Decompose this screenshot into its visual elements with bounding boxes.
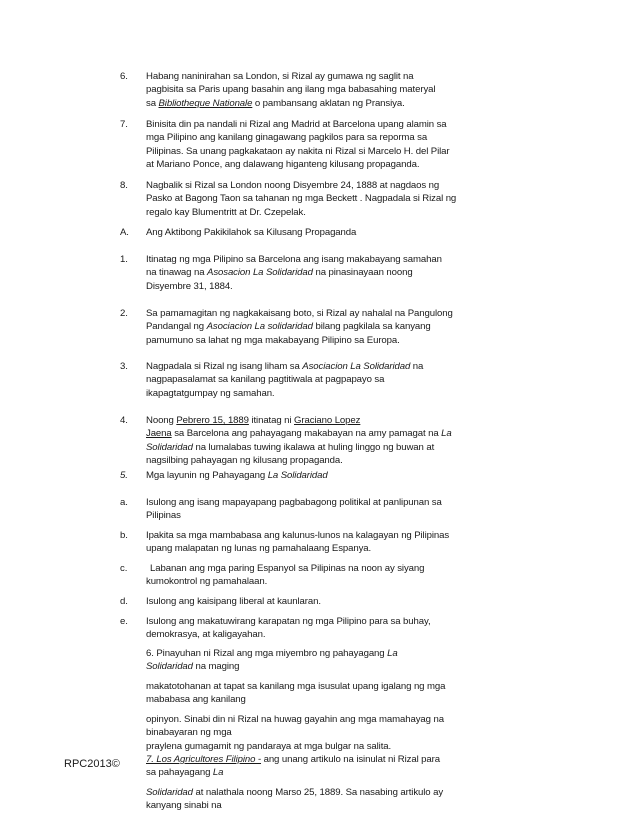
italic-title: Asosacion La Solidaridad xyxy=(207,267,313,279)
italic-title: Solidaridad xyxy=(146,441,193,453)
para-line: praylena gumagamit ng pandaraya at mga bulgar na salita. xyxy=(146,741,392,752)
italic-title: La xyxy=(212,767,224,779)
item-text-line: kumokontrol ng pamahalaan. xyxy=(146,576,268,588)
text-span: ang unang artikulo na isinulat ni Rizal para xyxy=(261,754,440,765)
item-marker: 2. xyxy=(120,308,128,319)
item-text-line: at Mariano Ponce, ang dalawang higanteng kilusang propaganda. xyxy=(146,159,420,171)
section-heading: Ang Aktibong Pakikilahok sa Kilusang Propaganda xyxy=(146,227,357,238)
bibliotheque-link[interactable]: Bibliotheque Nationale xyxy=(158,97,253,109)
item-text-line: ikapagtatgumpay ng samahan. xyxy=(146,387,275,399)
italic-title: Asociacion La Solidaridad xyxy=(302,361,411,372)
item-marker: 6. xyxy=(120,71,128,82)
item-text-line: nagsilbing pahayagan ng kilusang propaganda. xyxy=(146,455,343,467)
item-text-line: Itinatag ng mga Pilipino sa Barcelona ang isang makabayang samahan xyxy=(146,254,442,265)
text-span: sa Barcelona ang pahayagang makabayan na amy pamagat na xyxy=(171,428,442,440)
item-text-line: Pilipinas xyxy=(146,510,181,522)
item-text-line: mga Pilipino ang kanilang ginagawang pagkilos para sa reporma sa xyxy=(146,132,428,144)
list-item-4 xyxy=(120,414,520,468)
text-span: na maging xyxy=(192,661,240,673)
text-span: na xyxy=(410,361,424,372)
item-text-line: Binisita din pa nandali ni Rizal ang Madrid at Barcelona upang alamin sa xyxy=(146,119,447,130)
list-item-a-heading xyxy=(120,226,520,239)
item-text-line: Habang naninirahan sa London, si Rizal ay gumawa ng saglit na xyxy=(146,71,414,82)
item-marker: 3. xyxy=(120,361,128,372)
paragraph-solidaridad xyxy=(146,786,520,813)
text-span: sa xyxy=(146,97,159,109)
italic-title: Solidaridad xyxy=(146,787,193,798)
item-text-line: regalo kay Blumentritt at Dr. Czepelak. xyxy=(146,206,306,218)
item-marker: b. xyxy=(120,530,128,541)
item-text-line: Pilipinas. Sa unang pagkakataon ay nakita ni Rizal si Marcelo H. del Pilar xyxy=(146,145,450,157)
item-text-line: pamumuno sa lahat ng mga makabayang Pilipino sa Europa. xyxy=(146,334,400,346)
para-line: kanyang sinabi na xyxy=(146,800,222,812)
text-span: at nalathala noong Marso 25, 1889. Sa nasabing artikulo ay xyxy=(192,787,444,798)
para-line xyxy=(146,753,520,766)
paragraph-prayle xyxy=(146,740,520,753)
item-text-line xyxy=(146,414,520,427)
para-line: binabayaran ng mga xyxy=(146,727,232,739)
text-span: na pinasinayaan noong xyxy=(312,267,413,279)
text-span: Mga layunin ng Pahayagang xyxy=(146,470,268,481)
item-marker: 8. xyxy=(120,180,128,191)
item-marker: 4. xyxy=(120,415,128,426)
item-text-line: pagbisita sa Paris upang basahin ang ilang mga babasahing materyal xyxy=(146,84,436,96)
text-span: bilang pagkilala sa kanyang xyxy=(312,321,431,333)
item-marker: d. xyxy=(120,596,128,607)
item-text-line: Isulong ang makatuwirang karapatan ng mga Pilipino para sa buhay, xyxy=(146,616,431,627)
paragraph-opinyon xyxy=(146,713,520,740)
list-item-a xyxy=(120,496,520,523)
text-span: sa pahayagang xyxy=(146,767,213,779)
text-span: na tinawag na xyxy=(146,267,208,279)
para-line: makatotohanan at tapat sa kanilang mga isusulat upang igalang ng mga xyxy=(146,681,446,692)
item-text-line xyxy=(146,266,520,279)
item-text-line: nagpapasalamat sa kanilang pagtitiwala at pagpapayo sa xyxy=(146,374,385,386)
para-line xyxy=(146,766,520,779)
list-item-c xyxy=(120,562,520,589)
jaena-link[interactable]: Jaena xyxy=(146,428,172,440)
list-item-8 xyxy=(120,179,520,219)
item-text-line xyxy=(146,441,520,454)
list-item-6 xyxy=(120,70,520,110)
italic-title: Solidaridad xyxy=(146,661,193,673)
italic-title: La Solidaridad xyxy=(267,470,328,481)
list-item-e xyxy=(120,615,520,642)
text-span: Nagpadala si Rizal ng isang liham sa xyxy=(146,361,303,372)
item-text-line: Pasko at Bagong Taon sa tahanan ng mga Beckett . Nagpadala si Rizal ng xyxy=(146,193,457,205)
item-marker: 1. xyxy=(120,254,128,265)
italic-title: Asociacion La solidaridad xyxy=(206,321,313,333)
para-line xyxy=(146,647,520,660)
item-text-line: Sa pamamagitan ng nagkakaisang boto, si Rizal ay nahalal na Pangulong xyxy=(146,308,453,319)
italic-title: La xyxy=(387,648,398,659)
list-item-b xyxy=(120,529,520,556)
item-text-line xyxy=(146,469,520,482)
list-item-7 xyxy=(120,118,520,172)
item-text-line: demokrasya, at kaligayahan. xyxy=(146,629,266,641)
text-span: Pandangal ng xyxy=(146,321,207,333)
item-marker: c. xyxy=(120,563,128,574)
text-span: o pambansang aklatan ng Pransiya. xyxy=(252,97,405,109)
text-span: itinatag ni xyxy=(248,415,294,426)
item-text-line xyxy=(146,320,520,333)
date-link[interactable]: Pebrero 15, 1889 xyxy=(176,415,249,426)
item-text-line xyxy=(146,427,520,440)
item-text-line: Isulong ang kaisipang liberal at kaunlaran. xyxy=(146,596,321,607)
para-line xyxy=(146,786,520,799)
paragraph-6 xyxy=(146,647,520,674)
graciano-lopez-link[interactable]: Graciano Lopez xyxy=(294,415,361,426)
list-item-d xyxy=(120,595,520,608)
copyright-footer: RPC2013© xyxy=(64,758,120,770)
item-marker: e. xyxy=(120,616,128,627)
paragraph-makatotohanan xyxy=(146,680,520,707)
item-text-line: Disyembre 31, 1884. xyxy=(146,280,233,292)
item-marker: 7. xyxy=(120,119,128,130)
item-text-line xyxy=(146,97,520,110)
list-item-2 xyxy=(120,307,520,347)
italic-title: La xyxy=(441,428,452,440)
item-text-line: Isulong ang isang mapayapang pagbabagong politikal at panlipunan sa xyxy=(146,497,442,508)
item-marker: 5. xyxy=(120,470,128,481)
para-line: opinyon. Sinabi din ni Rizal na huwag gayahin ang mga mamahayag na xyxy=(146,714,444,725)
paragraph-7 xyxy=(146,753,520,780)
item-text-line: upang malapatan ng lunas ng pamahalaang Espanya. xyxy=(146,543,372,555)
para-line: mababasa ang kanilang xyxy=(146,694,246,706)
text-span: na lumalabas tuwing ikalawa at huling linggo ng buwan at xyxy=(192,441,435,453)
text-span: Noong xyxy=(146,415,177,426)
para-line xyxy=(146,660,520,673)
list-item-1 xyxy=(120,253,520,293)
item-text-line xyxy=(146,360,520,373)
item-marker: a. xyxy=(120,497,128,508)
los-agricultores-link[interactable]: 7. Los Agricultores Filipino - xyxy=(146,754,262,765)
item-text-line: Nagbalik si Rizal sa London noong Disyembre 24, 1888 at nagdaos ng xyxy=(146,180,440,191)
text-span: 6. Pinayuhan ni Rizal ang mga miyembro ng pahayagang xyxy=(146,648,388,659)
list-item-5 xyxy=(120,469,520,482)
item-text-line: Ipakita sa mga mambabasa ang kalunus-lunos na kalagayan ng Pilipinas xyxy=(146,530,450,541)
item-text-line: Labanan ang mga paring Espanyol sa Pilipinas na noon ay siyang xyxy=(150,563,425,574)
list-item-3 xyxy=(120,360,520,400)
item-marker: A. xyxy=(120,227,129,238)
